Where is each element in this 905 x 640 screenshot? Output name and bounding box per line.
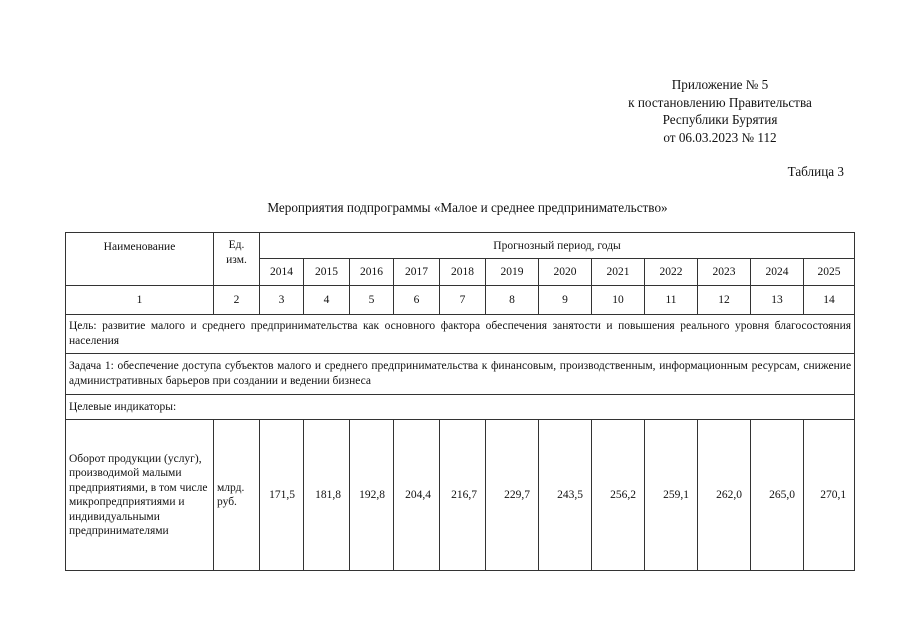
indicator-value: 216,7 xyxy=(440,420,486,571)
column-number: 2 xyxy=(214,286,260,315)
header-year: 2015 xyxy=(304,259,350,286)
indicator-value: 270,1 xyxy=(804,420,855,571)
goal-row: Цель: развитие малого и среднего предпринимательства как основного фактора обеспечения занятости и повышения реального уровня благосостояния населения xyxy=(66,315,855,354)
column-number: 4 xyxy=(304,286,350,315)
header-year: 2014 xyxy=(260,259,304,286)
header-year: 2016 xyxy=(350,259,394,286)
header-year: 2018 xyxy=(440,259,486,286)
column-number: 5 xyxy=(350,286,394,315)
column-number: 8 xyxy=(486,286,539,315)
column-number: 14 xyxy=(804,286,855,315)
header-period: Прогнозный период, годы xyxy=(260,233,855,259)
header-unit: Ед. изм. xyxy=(214,233,260,286)
document-title: Мероприятия подпрограммы «Малое и среднее предпринимательство» xyxy=(267,200,668,215)
column-number: 7 xyxy=(440,286,486,315)
indicator-value: 259,1 xyxy=(645,420,698,571)
column-number: 3 xyxy=(260,286,304,315)
column-number: 10 xyxy=(592,286,645,315)
indicator-value: 229,7 xyxy=(486,420,539,571)
indicator-value: 262,0 xyxy=(698,420,751,571)
appendix-line: Приложение № 5 xyxy=(671,77,769,92)
indicator-value: 243,5 xyxy=(539,420,592,571)
appendix-line: Республики Бурятия xyxy=(662,112,778,127)
appendix-block xyxy=(600,76,840,146)
column-number: 12 xyxy=(698,286,751,315)
indicator-value: 181,8 xyxy=(304,420,350,571)
indicators-label: Целевые индикаторы: xyxy=(66,395,855,420)
indicator-value: 256,2 xyxy=(592,420,645,571)
task-row: Задача 1: обеспечение доступа субъектов малого и среднего предпринимательства к финансовым, производственным, информационным ресурсам, снижение административных барьеров при создании и ведении бизнеса xyxy=(66,354,855,395)
table-label: Таблица 3 xyxy=(787,164,844,179)
indicator-value: 171,5 xyxy=(260,420,304,571)
header-year: 2025 xyxy=(804,259,855,286)
indicator-value: 192,8 xyxy=(350,420,394,571)
indicator-value: 204,4 xyxy=(394,420,440,571)
column-number: 9 xyxy=(539,286,592,315)
header-year: 2017 xyxy=(394,259,440,286)
appendix-line: к постановлению Правительства xyxy=(628,94,812,110)
header-year: 2024 xyxy=(751,259,804,286)
header-year: 2020 xyxy=(539,259,592,286)
header-year: 2021 xyxy=(592,259,645,286)
column-number: 1 xyxy=(66,286,214,315)
appendix-line: от 06.03.2023 № 112 xyxy=(663,129,777,145)
indicator-name: Оборот продукции (услуг), производимой малыми предприятиями, в том числе микропредприятиями и индивидуальными предпринимателями xyxy=(66,420,214,571)
header-name: Наименование xyxy=(66,233,214,286)
header-year: 2019 xyxy=(486,259,539,286)
header-year: 2022 xyxy=(645,259,698,286)
indicator-value: 265,0 xyxy=(751,420,804,571)
header-year: 2023 xyxy=(698,259,751,286)
indicator-unit: млрд. руб. xyxy=(214,420,260,571)
table-row xyxy=(66,420,855,571)
column-number: 6 xyxy=(394,286,440,315)
column-number: 13 xyxy=(751,286,804,315)
measures-table xyxy=(65,232,855,571)
column-number: 11 xyxy=(645,286,698,315)
